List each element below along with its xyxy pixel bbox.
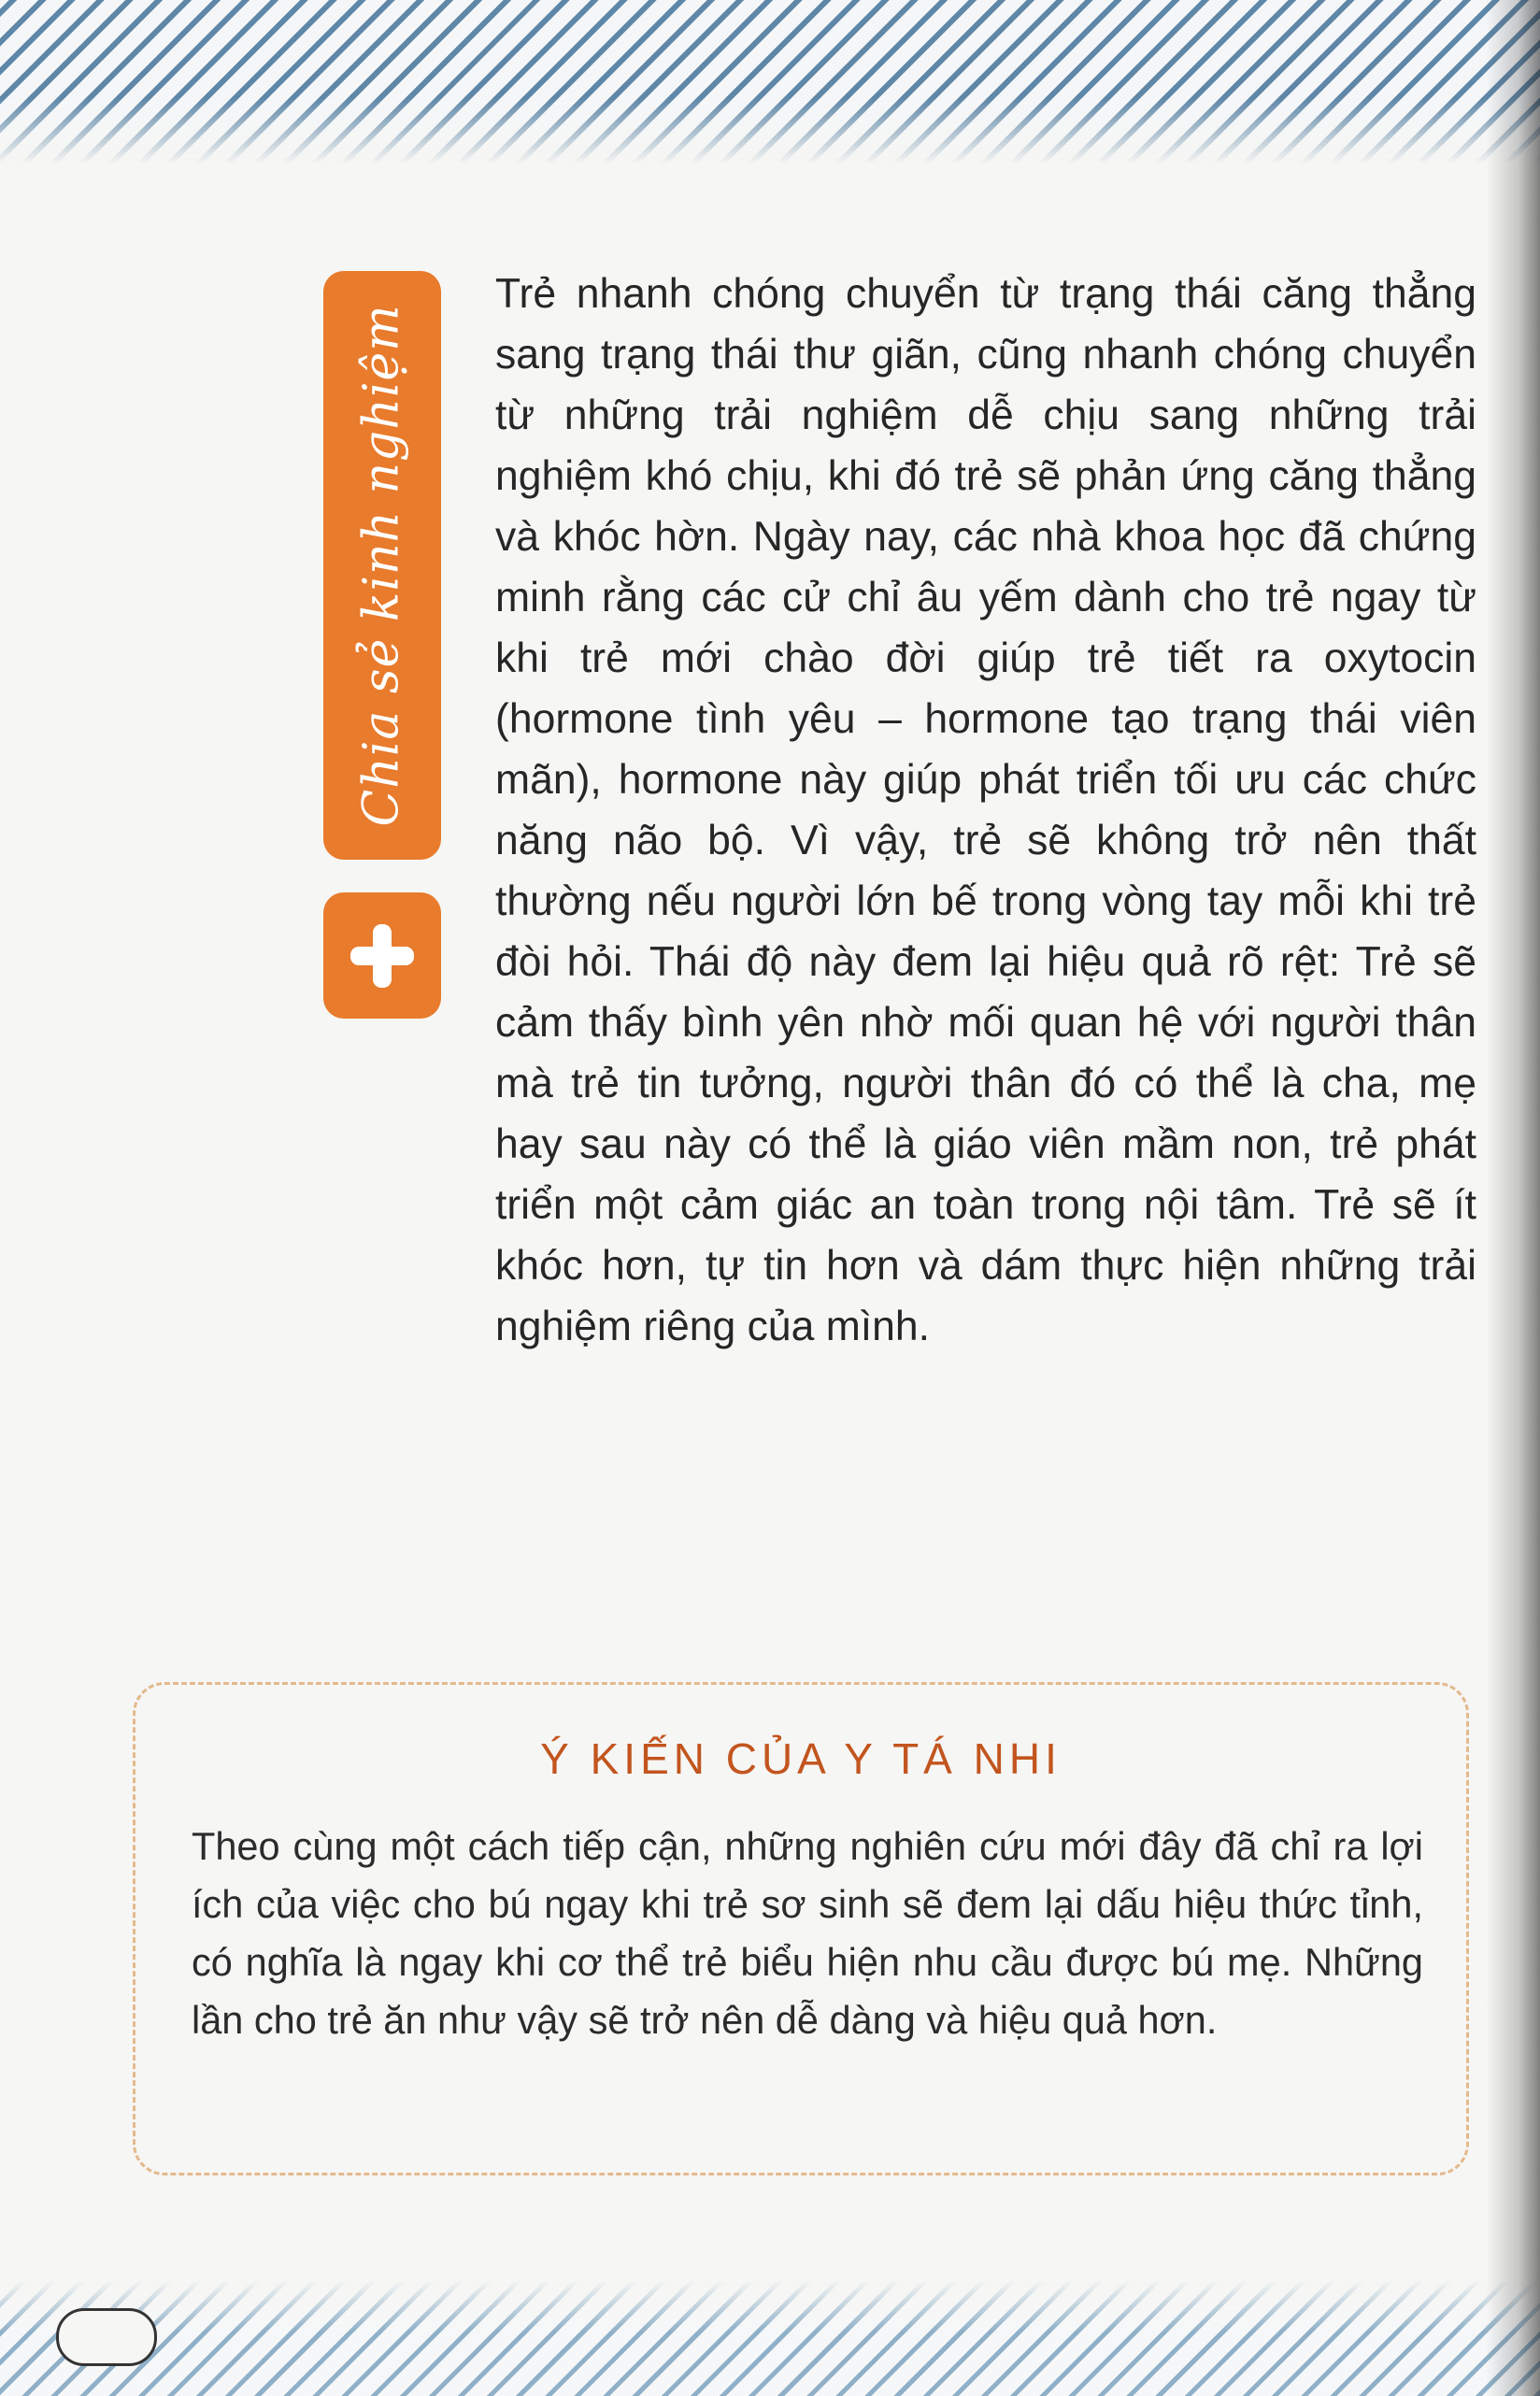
plus-icon — [345, 919, 420, 993]
note-text: Theo cùng một cách tiếp cận, những nghiên cứu mới đây đã chỉ ra lợi ích của việc cho bú ngay khi trẻ sơ sinh sẽ đem lại dấu hiệu thức tỉnh, có nghĩa là ngay khi cơ thể trẻ biểu hiện nhu cầu được bú mẹ. Những lần cho trẻ ăn như vậy sẽ trở nên dễ dàng và hiệu quả hơn. — [192, 1824, 1423, 2042]
side-tab — [323, 271, 441, 860]
side-tab-label: Chia sẻ kinh nghiệm — [354, 304, 410, 827]
note-title: Ý KIẾN CỦA Y TÁ NHI — [540, 1734, 1062, 1783]
bottom-stripe-pattern — [0, 2280, 1540, 2396]
page-edge-shadow — [1486, 0, 1540, 2396]
page-number-badge — [56, 2308, 157, 2366]
top-stripe-pattern — [0, 0, 1540, 164]
nurse-note-box — [133, 1682, 1469, 2175]
main-paragraph: Trẻ nhanh chóng chuyển từ trạng thái căng thẳng sang trạng thái thư giãn, cũng nhanh chóng chuyển từ những trải nghiệm dễ chịu sang những trải nghiệm khó chịu, khi đó trẻ sẽ phản ứng căng thẳng và khóc hờn. Ngày nay, các nhà khoa học đã chứng minh rằng các cử chỉ âu yếm dành cho trẻ ngay từ khi trẻ mới chào đời giúp trẻ tiết ra oxytocin (hormone tình yêu – hormone tạo trạng thái viên mãn), hormone này giúp phát triển tối ưu các chức năng não bộ. Vì vậy, trẻ sẽ không trở nên thất thường nếu người lớn bế trong vòng tay mỗi khi trẻ đòi hỏi. Thái độ này đem lại hiệu quả rõ rệt: Trẻ sẽ cảm thấy bình yên nhờ mối quan hệ với người thân mà trẻ tin tưởng, người thân đó có thể là cha, mẹ hay sau này có thể là giáo viên mầm non, trẻ phát triển một cảm giác an toàn trong nội tâm. Trẻ sẽ ít khóc hơn, tự tin hơn và dám thực hiện những trải nghiệm riêng của mình. — [495, 271, 1476, 1349]
plus-box — [323, 892, 441, 1019]
